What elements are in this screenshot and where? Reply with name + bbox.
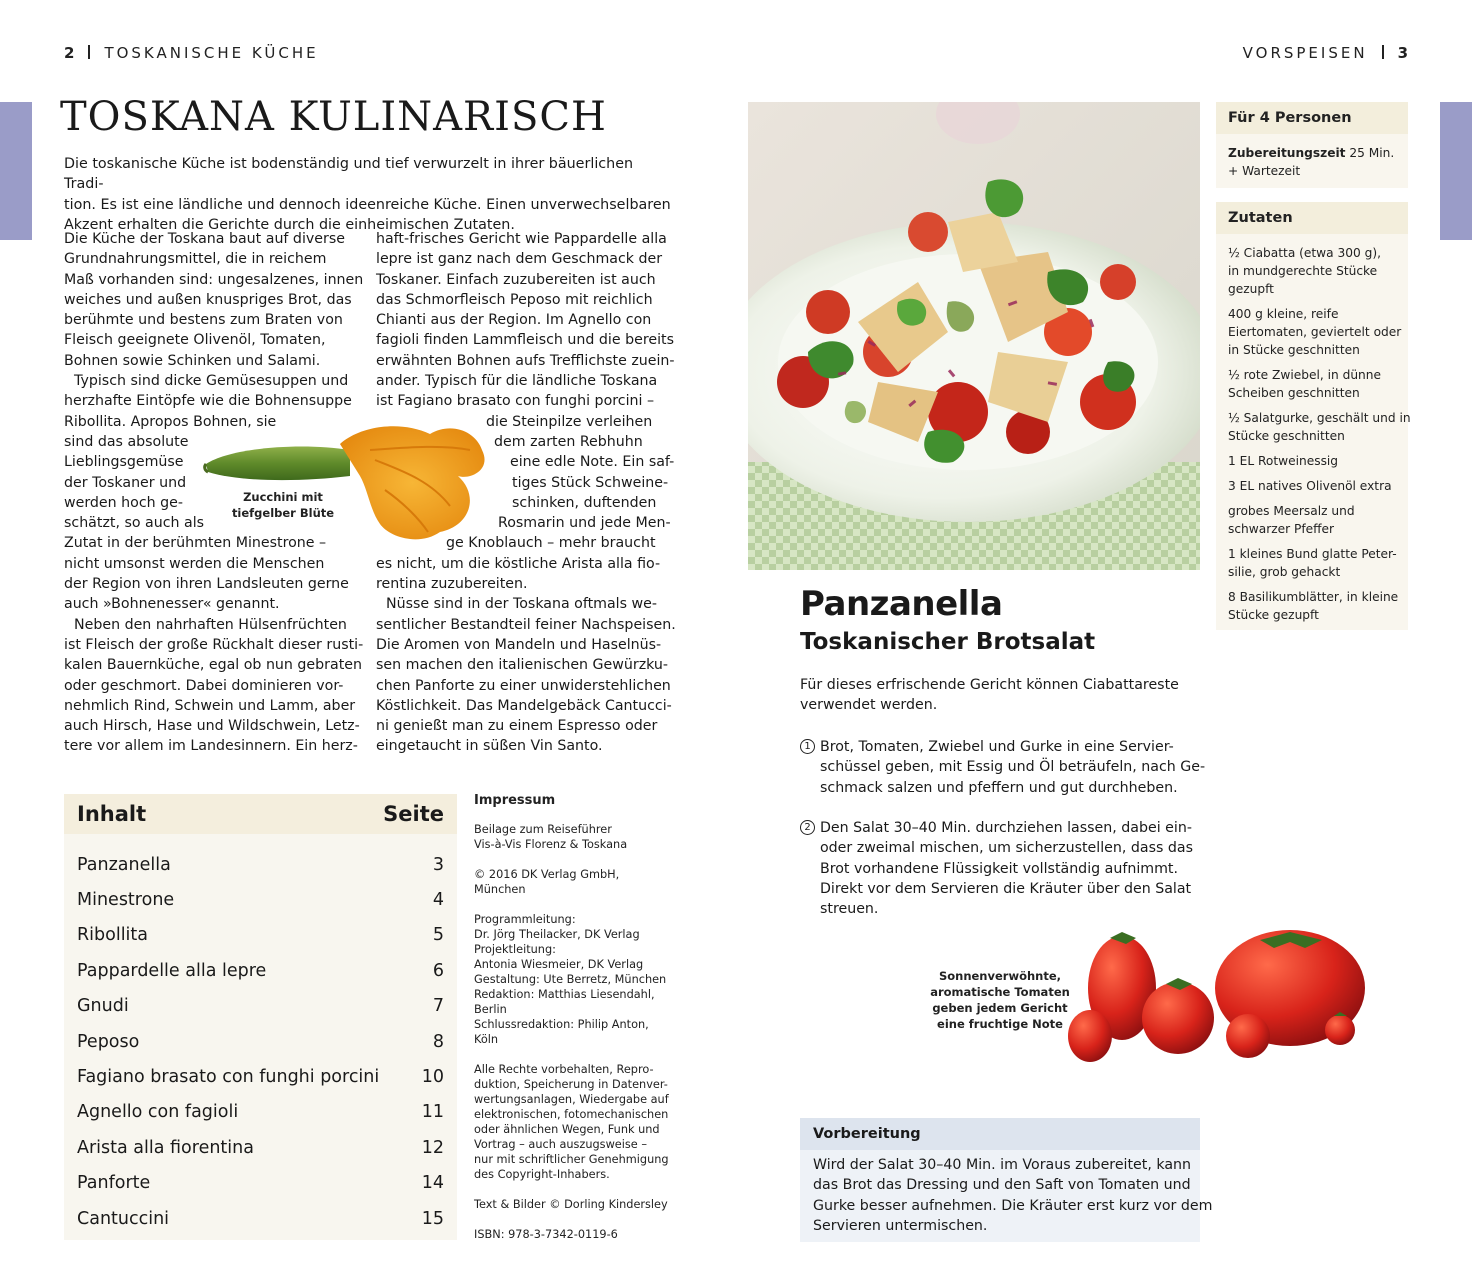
toc-row[interactable] [77,1095,444,1130]
impressum-line: wertungsanlagen, Wiedergabe auf [474,1093,669,1106]
toc-item-page: 12 [421,1137,444,1158]
impressum-line: Antonia Wiesmeier, DK Verlag [474,958,644,971]
recipe-subtitle: Toskanischer Brotsalat [800,629,1096,655]
tomatoes-image [1060,918,1370,1068]
impressum-block [474,1062,674,1182]
lead-line: Akzent erhalten die Gerichte durch die einheimischen Zutaten. [64,217,515,234]
toc-item-page: 7 [432,996,444,1017]
ingredient-line: grobes Meersalz und [1228,504,1355,518]
body-text-line: Typisch sind dicke Gemüsesuppen und [74,373,349,390]
impressum-line: Vis-à-Vis Florenz & Toskana [474,838,628,851]
toc-row[interactable] [77,1024,444,1059]
ingredient-item [1228,502,1396,538]
impressum-line: nur mit schriftlicher Genehmigung [474,1153,669,1166]
impressum-line: elektronischen, fotomechanischen [474,1108,669,1121]
impressum-line: Text & Bilder © Dorling Kindersley [474,1198,668,1211]
body-text-line: eine edle Note. Ein saf- [510,454,675,471]
ingredient-item [1228,452,1396,470]
body-text-line: fagioli finden Lammfleisch und die bereits [376,332,674,349]
ingredient-line: 1 kleines Bund glatte Peter- [1228,547,1397,561]
body-text-line: dem zarten Rebhuhn [494,433,643,450]
toc-item-page: 6 [432,960,444,981]
impressum-line: Redaktion: Matthias Liesendahl, [474,988,655,1001]
body-text-line: Köstlichkeit. Das Mandelgebäck Cantucci- [376,697,672,714]
ingredients-heading: Zutaten [1216,202,1408,234]
body-text-line: ist Fleisch der große Rückhalt dieser rusti- [64,636,364,653]
ingredient-line: in Stücke geschnitten [1228,343,1360,357]
body-text-line: erwähnten Bohnen aufs Trefflichste zuein- [376,352,675,369]
ingredient-line: Stücke gezupft [1228,608,1319,622]
ingredient-line: ½ rote Zwiebel, in dünne [1228,368,1381,382]
lead-line: Die toskanische Küche ist bodenständig und tief verwurzelt in ihrer bäuerlichen Tradi- [64,156,634,193]
body-text-line: schinken, duftenden [512,494,657,511]
running-head-left [64,44,319,62]
body-text-line: tere vor allem im Landesinnern. Ein herz- [64,738,358,755]
body-text-line: auch Hirsch, Hase und Wildschwein, Letz- [64,718,360,735]
ingredient-line: Eiertomaten, geviertelt oder [1228,325,1402,339]
preparation-box [800,1118,1213,1242]
lead-paragraph [64,154,674,236]
toc-item-page: 8 [432,1031,444,1052]
step-text-line: streuen. [820,901,879,918]
impressum-block [474,1227,674,1242]
body-text-line: sen machen den italienischen Gewürzku- [376,657,669,674]
impressum-line: München [474,883,526,896]
body-text-line: sind das absolute [64,433,189,450]
ingredient-line: schwarzer Pfeffer [1228,522,1335,536]
body-text-line: ni genießt man zu einem Espresso oder [376,718,658,735]
chapter-tab-right [1440,102,1472,240]
body-text-line: chen Panforte zu einer unwiderstehlichen [376,677,671,694]
body-text-line: schätzt, so auch als [64,515,205,532]
section-title-left: TOSKANISCHE KÜCHE [104,44,319,62]
step-text-line: Den Salat 30–40 Min. durchziehen lassen, dabei ein- [820,820,1192,836]
impressum-line: oder ähnlichen Wegen, Funk und [474,1123,660,1136]
impressum-line: des Copyright-Inhabers. [474,1168,610,1181]
prep-time-value: 25 Min. [1349,146,1395,160]
body-text-line: Die Aromen von Mandeln und Haselnüs- [376,636,662,653]
impressum-line: Schlussredaktion: Philip Anton, [474,1018,649,1031]
ingredient-line: Stücke geschnitten [1228,429,1345,443]
impressum-line: duktion, Speicherung in Datenver- [474,1078,668,1091]
body-text-line: Nüsse sind in der Toskana oftmals we- [386,596,657,613]
toc-row[interactable] [77,882,444,917]
toc-list [64,834,457,1236]
body-text-line: kalen Bauernküche, egal ob nun gebraten [64,657,362,674]
body-text-line: das Schmorfleisch Peposo mit reichlich [376,291,653,308]
panzanella-photo [748,102,1200,570]
toc-item-name: Peposo [77,1031,140,1052]
toc-item-page: 14 [421,1173,444,1194]
step-number: 2 [800,820,815,835]
toc-item-page: 15 [421,1208,444,1229]
body-text-line: Rosmarin und jede Men- [498,515,671,532]
toc-item-name: Cantuccini [77,1208,170,1229]
body-text-line: berühmte und bestens zum Braten von [64,312,343,329]
prep-time-label: Zubereitungszeit [1228,146,1346,160]
impressum-title: Impressum [474,793,556,808]
impressum-line: Dr. Jörg Theilacker, DK Verlag [474,928,640,941]
toc-heading: Inhalt [77,802,147,826]
body-text-line: lepre ist ganz nach dem Geschmack der [376,251,663,268]
chapter-tab-left [0,102,32,240]
body-text-line: ge Knoblauch – mehr braucht [446,535,656,552]
step-text-line: Brot, Tomaten, Zwiebel und Gurke in eine Servier- [820,739,1174,755]
impressum-line: Projektleitung: [474,943,556,956]
body-text-line: herzhafte Eintöpfe wie die Bohnensuppe [64,393,352,410]
page-title: TOSKANA KULINARISCH [60,94,607,140]
toc-row[interactable] [77,1130,444,1165]
toc-item-name: Agnello con fagioli [77,1102,239,1123]
impressum-line: Köln [474,1033,499,1046]
preparation-text-line: das Brot das Dressing und den Saft von Tomaten und [813,1177,1191,1194]
ingredient-item [1228,409,1411,445]
preparation-heading: Vorbereitung [800,1118,1200,1150]
body-text-line: ist Fagiano brasato con funghi porcini – [376,393,655,410]
toc-row[interactable] [77,1166,444,1201]
impressum-block [474,822,674,852]
section-title-right: VORSPEISEN [1242,44,1368,62]
body-text-line: Maß vorhanden sind: ungesalzenes, innen [64,271,364,288]
body-text-line: der Region von ihren Landsleuten gerne [64,576,349,593]
impressum-line: © 2016 DK Verlag GmbH, [474,868,620,881]
tomato-caption: Sonnenverwöhnte, aromatische Tomaten geben jedem Gericht eine fruchtige Note [930,969,1070,1031]
body-text-line: Ribollita. Apropos Bohnen, sie [64,413,277,430]
servings-heading: Für 4 Personen [1216,102,1408,134]
step-text-line: oder zweimal mischen, um sicherzustellen, dass das [820,840,1193,857]
body-text-line: Die Küche der Toskana baut auf diverse [64,231,345,247]
body-text-line: tiges Stück Schweine- [512,474,669,491]
zucchini-caption: Zucchini mit tiefgelber Blüte [231,490,335,520]
body-text-line: weiches und außen knuspriges Brot, das [64,291,352,308]
body-text-line: eingetaucht in süßen Vin Santo. [376,738,603,755]
toc-row[interactable] [77,847,444,882]
body-text-line: Chianti aus der Region. Im Agnello con [376,312,652,329]
body-text-line: nehmlich Rind, Schwein und Lamm, aber [64,697,356,714]
impressum [474,793,674,1257]
recipe-step-1 [800,737,1210,798]
ingredient-item [1228,366,1396,402]
ingredient-line: 3 EL natives Olivenöl extra [1228,479,1392,493]
toc-item-name: Panforte [77,1173,151,1194]
step-text-line: schüssel geben, mit Essig und Öl beträufeln, nach Ge- [820,759,1206,776]
toc-item-page: 3 [432,854,444,875]
preparation-text-line: Wird der Salat 30–40 Min. im Voraus zubereitet, kann [813,1157,1192,1173]
ingredient-item [1228,305,1402,359]
toc-header [64,794,457,834]
toc-row[interactable] [77,1201,444,1236]
page-number-right: 3 [1397,44,1408,62]
toc-item-page: 10 [421,1067,444,1088]
page-number-left: 2 [64,44,75,62]
impressum-line: Programmleitung: [474,913,576,926]
body-text-line: nicht umsonst werden die Menschen [64,555,325,572]
toc-item-name: Minestrone [77,890,175,911]
ingredient-item [1228,244,1396,298]
ingredients-list [1216,234,1411,639]
impressum-block [474,912,674,1047]
step-text-line: schmack salzen und pfeffern und gut durchheben. [820,779,1178,796]
ingredient-line: silie, grob gehackt [1228,565,1341,579]
step-text-line: Brot vorhandene Flüssigkeit vollständig aufnimmt. [820,860,1178,877]
impressum-line: Vortrag – auch auszugsweise – [474,1138,647,1151]
running-head-right [1243,44,1408,62]
body-text-line: Lieblingsgemüse [64,454,184,471]
body-text-line: Zutat in der berühmten Minestrone – [64,535,327,552]
toc-item-page: 4 [432,890,444,911]
impressum-line: Berlin [474,1003,507,1016]
body-text-line: Fleisch geeignete Olivenöl, Tomaten, [64,332,326,349]
body-text-line: haft-frisches Gericht wie Pappardelle alla [376,231,667,247]
ingredient-line: 1 EL Rotweinessig [1228,454,1339,468]
ingredient-item [1228,477,1396,495]
toc-item-name: Gnudi [77,996,129,1017]
impressum-line: ISBN: 978-3-7342-0119-6 [474,1228,618,1241]
body-text-line: rentina zuzubereiten. [376,576,528,593]
ingredient-line: Scheiben geschnitten [1228,386,1360,400]
body-text-line: die Steinpilze verleihen [486,413,653,430]
ingredients-box [1216,202,1411,630]
zucchini-flower-image [200,420,490,550]
body-text-line: werden hoch ge- [64,494,183,511]
ingredient-line: 8 Basilikumblätter, in kleine [1228,590,1399,604]
body-text-line: der Toskaner und [64,474,187,491]
toc-item-name: Fagiano brasato con funghi porcini [77,1067,380,1088]
toc-item-page: 5 [432,925,444,946]
body-text-line: Toskaner. Einfach zuzubereiten ist auch [376,271,656,288]
lead-line: tion. Es ist eine ländliche und dennoch ideenreiche Küche. Einen unverwechselbaren [64,196,671,213]
recipe-step-2 [800,818,1210,919]
header-divider [88,45,90,59]
ingredient-line: ½ Salatgurke, geschält und in [1228,411,1411,425]
ingredient-line: 400 g kleine, reife [1228,307,1339,321]
servings-box [1216,102,1408,188]
toc-row[interactable] [77,918,444,953]
ingredient-item [1228,588,1399,624]
recipe-intro: Für dieses erfrischende Gericht können Ciabattareste verwendet werden. [800,677,1179,714]
step-number: 1 [800,739,815,754]
body-text-line: sentlicher Bestandteil feiner Nachspeisen. [376,616,676,633]
body-text-line: auch »Bohnenesser« genannt. [64,596,280,613]
toc-item-name: Ribollita [77,925,149,946]
body-text-line: ander. Typisch für die ländliche Toskana [376,373,658,390]
impressum-line: Alle Rechte vorbehalten, Repro- [474,1063,654,1076]
toc-row[interactable] [77,1059,444,1094]
preparation-text-line: Gurke besser aufnehmen. Die Kräuter erst kurz vor dem [813,1197,1213,1214]
step-text-line: Direkt vor dem Servieren die Kräuter über den Salat [820,880,1192,897]
toc-item-page: 11 [421,1102,444,1123]
body-text-line: Bohnen sowie Schinken und Salami. [64,352,321,369]
toc-row[interactable] [77,989,444,1024]
body-text-line: es nicht, um die köstliche Arista alla fio- [376,555,661,572]
prep-time-extra: + Wartezeit [1228,164,1301,178]
toc-item-name: Panzanella [77,854,171,875]
recipe-title: Panzanella [800,584,1003,624]
table-of-contents [64,794,457,1240]
ingredient-line: ½ Ciabatta (etwa 300 g), [1228,246,1381,260]
impressum-line: Beilage zum Reiseführer [474,823,612,836]
preparation-text-line: Servieren untermischen. [813,1217,988,1234]
ingredient-line: in mundgerechte Stücke [1228,264,1378,278]
toc-item-name: Pappardelle alla lepre [77,960,267,981]
body-text-line: Grundnahrungsmittel, die in reichem [64,251,327,268]
impressum-block [474,1197,674,1212]
body-text-line: Neben den nahrhaften Hülsenfrüchten [74,616,347,633]
toc-row[interactable] [77,953,444,988]
header-divider [1382,45,1384,59]
toc-item-name: Arista alla fiorentina [77,1137,254,1158]
ingredient-line: gezupft [1228,282,1274,296]
body-text-line: oder geschmort. Dabei dominieren vor- [64,677,344,694]
ingredient-item [1228,545,1396,581]
impressum-line: Gestaltung: Ute Berretz, München [474,973,667,986]
toc-page-heading: Seite [383,802,444,826]
impressum-block [474,867,674,897]
